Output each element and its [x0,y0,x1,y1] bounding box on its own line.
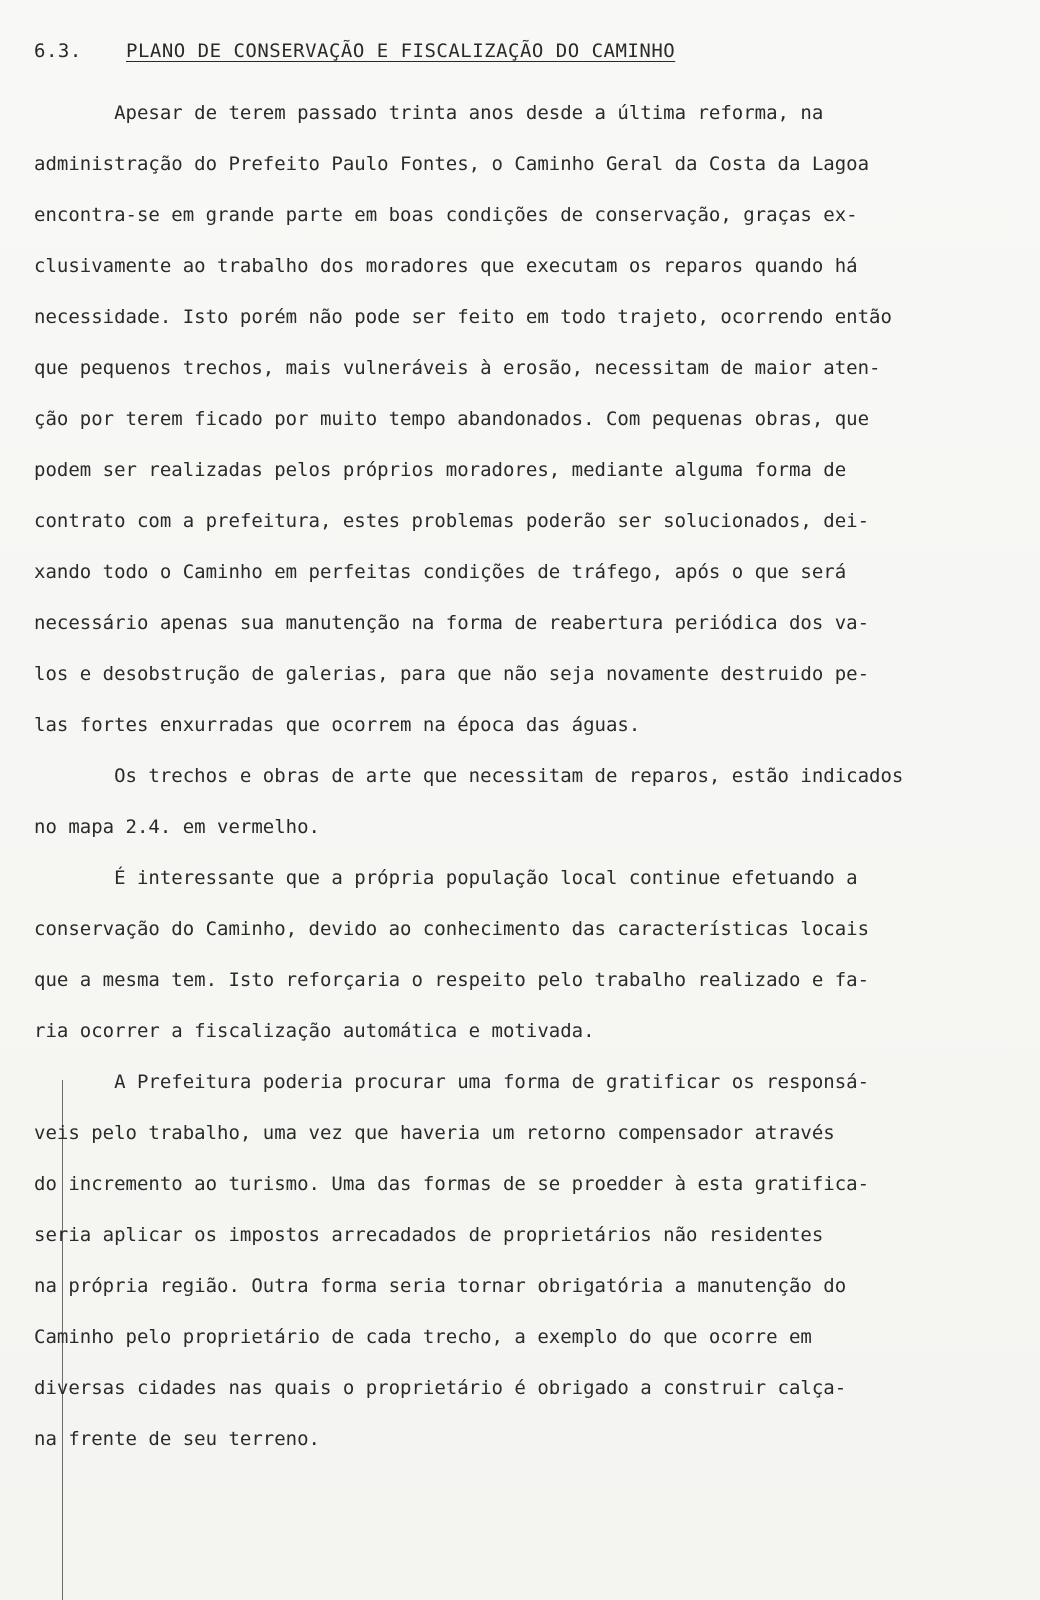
paragraph-2 [34,751,1019,853]
text-line: É interessante que a própria população local continue efetuando a [34,867,858,889]
text-line: necessidade. Isto porém não pode ser feito em todo trajeto, ocorrendo então [34,306,892,328]
document-body [34,88,1019,1465]
text-line: na frente de seu terreno. [34,1428,320,1450]
text-line: veis pelo trabalho, uma vez que haveria um retorno compensador através [34,1122,835,1144]
text-line: contrato com a prefeitura, estes problemas poderão ser solucionados, dei- [34,510,870,532]
text-line: los e desobstrução de galerias, para que não seja novamente destruido pe- [34,663,870,685]
text-line: que a mesma tem. Isto reforçaria o respeito pelo trabalho realizado e fa- [34,969,870,991]
text-line: ria ocorrer a fiscalização automática e motivada. [34,1020,595,1042]
text-line: na própria região. Outra forma seria tornar obrigatória a manutenção do [34,1275,847,1297]
text-line: encontra-se em grande parte em boas condições de conservação, graças ex- [34,204,858,226]
text-line: xando todo o Caminho em perfeitas condições de tráfego, após o que será [34,561,847,583]
text-line: necessário apenas sua manutenção na forma de reabertura periódica dos va- [34,612,870,634]
text-line: Os trechos e obras de arte que necessitam de reparos, estão indicados [34,765,904,787]
text-line: administração do Prefeito Paulo Fontes, o Caminho Geral da Costa da Lagoa [34,153,870,175]
text-line: Apesar de terem passado trinta anos desde a última reforma, na [34,102,824,124]
paragraph-4 [34,1057,1019,1465]
text-line: diversas cidades nas quais o proprietário é obrigado a construir calça- [34,1377,847,1399]
text-line: las fortes enxurradas que ocorrem na época das águas. [34,714,641,736]
text-line: ção por terem ficado por muito tempo abandonados. Com pequenas obras, que [34,408,870,430]
text-line: no mapa 2.4. em vermelho. [34,816,320,838]
text-line: Caminho pelo proprietário de cada trecho, a exemplo do que ocorre em [34,1326,812,1348]
section-title: PLANO DE CONSERVAÇÃO E FISCALIZAÇÃO DO CAMINHO [126,40,676,62]
paragraph-1 [34,88,1019,751]
section-heading [34,40,675,62]
text-line: conservação do Caminho, devido ao conhecimento das características locais [34,918,870,940]
text-line: seria aplicar os impostos arrecadados de proprietários não residentes [34,1224,824,1246]
text-line: podem ser realizadas pelos próprios moradores, mediante alguma forma de [34,459,847,481]
text-line: clusivamente ao trabalho dos moradores que executam os reparos quando há [34,255,858,277]
text-line: que pequenos trechos, mais vulneráveis à erosão, necessitam de maior aten- [34,357,881,379]
text-line: do incremento ao turismo. Uma das formas de se proedder à esta gratifica- [34,1173,870,1195]
paragraph-3 [34,853,1019,1057]
section-number: 6.3. [34,40,82,62]
text-line: A Prefeitura poderia procurar uma forma de gratificar os responsá- [34,1071,870,1093]
